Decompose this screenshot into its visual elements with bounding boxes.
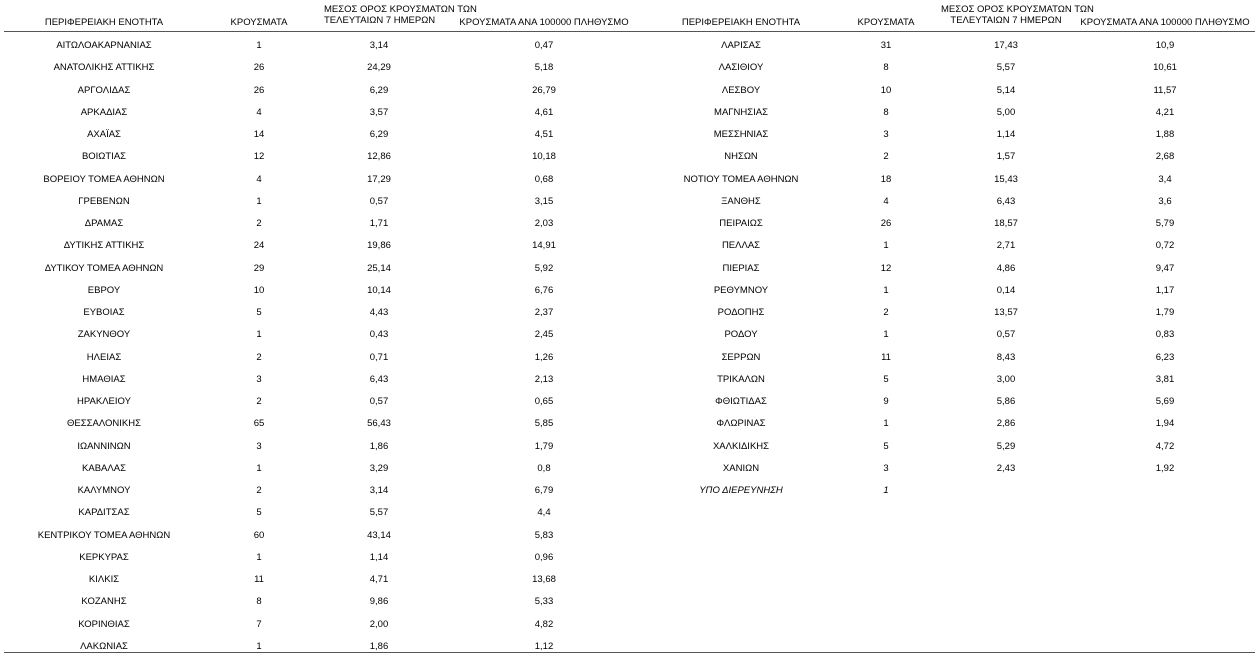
avg7-cell: 0,57	[369, 396, 389, 407]
table-row	[4, 54, 636, 76]
avg7-cell: 2,71	[996, 240, 1016, 252]
table-row	[4, 344, 636, 366]
avg7-cell: 4,71	[369, 574, 389, 585]
region-cell: ΚΕΝΤΡΙΚΟΥ ΤΟΜΕΑ ΑΘΗΝΩΝ	[37, 529, 171, 541]
per100k-cell: 1,17	[1155, 284, 1175, 296]
avg7-cell: 0,14	[996, 284, 1016, 296]
table-row	[4, 433, 636, 455]
per100k-cell: 0,83	[1155, 329, 1175, 341]
table-row	[4, 232, 636, 254]
region-cell: ΑΡΚΑΔΙΑΣ	[80, 106, 128, 118]
region-cell: ΖΑΚΥΝΘΟΥ	[77, 329, 131, 341]
table-row	[636, 477, 1255, 499]
avg7-cell: 0,57	[996, 329, 1016, 341]
avg7-cell: 1,14	[996, 129, 1016, 140]
avg7-cell: 5,57	[369, 507, 389, 519]
table-row	[4, 321, 636, 343]
cases-cell: 60	[253, 529, 265, 541]
cases-cell: 18	[880, 173, 892, 185]
avg7-cell: 3,14	[369, 40, 389, 51]
per100k-cell: 0,68	[534, 173, 554, 185]
region-cell: ΚΑΡΔΙΤΣΑΣ	[78, 507, 130, 519]
table-row	[4, 477, 636, 499]
table-row	[4, 99, 636, 121]
cases-cell: 65	[253, 418, 265, 430]
avg7-cell: 17,29	[367, 173, 391, 185]
cases-cell: 1	[256, 551, 262, 563]
cases-cell: 1	[256, 640, 262, 652]
table-left	[4, 0, 636, 652]
region-cell: ΠΕΙΡΑΙΩΣ	[719, 218, 763, 229]
cases-cell: 26	[253, 62, 265, 74]
cases-cell: 1	[883, 329, 889, 341]
region-cell: ΔΥΤΙΚΗΣ ΑΤΤΙΚΗΣ	[63, 240, 145, 252]
region-cell: ΚΑΒΑΛΑΣ	[82, 462, 126, 474]
header-7day-average-line2: ΤΕΛΕΥΤΑΙΩΝ 7 ΗΜΕΡΩΝ	[950, 14, 1062, 26]
avg7-cell: 5,00	[996, 106, 1016, 118]
region-cell: ΤΡΙΚΑΛΩΝ	[717, 373, 765, 385]
avg7-cell: 2,86	[996, 418, 1016, 430]
cases-cell: 2	[256, 396, 262, 407]
table-row	[636, 77, 1255, 99]
table-header-left	[4, 0, 636, 32]
avg7-cell: 12,86	[367, 151, 391, 163]
region-cell: ΘΕΣΣΑΛΟΝΙΚΗΣ	[67, 418, 141, 430]
cases-cell: 1	[883, 240, 889, 252]
avg7-cell: 24,29	[367, 62, 391, 74]
avg7-cell: 1,57	[996, 151, 1016, 163]
per100k-cell: 5,92	[534, 262, 554, 274]
per100k-cell: 0,65	[534, 396, 554, 407]
table-row	[4, 32, 636, 54]
avg7-cell: 17,43	[994, 40, 1018, 51]
per100k-cell: 10,18	[532, 151, 556, 163]
avg7-cell: 3,57	[369, 106, 389, 118]
table-row	[4, 588, 636, 610]
cases-cell: 1	[883, 485, 889, 496]
table-row	[636, 299, 1255, 321]
header-region: ΠΕΡΙΦΕΡΕΙΑΚΗ ΕΝΟΤΗΤΑ	[44, 17, 164, 28]
region-cell: ΧΑΝΙΩΝ	[722, 462, 760, 474]
avg7-cell: 5,86	[996, 396, 1016, 407]
avg7-cell: 3,00	[996, 373, 1016, 385]
table-row	[4, 299, 636, 321]
per100k-cell: 4,21	[1155, 106, 1175, 118]
table-row	[4, 566, 636, 588]
per100k-cell: 5,83	[534, 529, 554, 541]
cases-cell: 5	[256, 507, 262, 519]
avg7-cell: 6,43	[996, 195, 1016, 207]
region-cell: ΑΙΤΩΛΟΑΚΑΡΝΑΝΙΑΣ	[56, 40, 152, 51]
cases-cell: 12	[880, 262, 892, 274]
region-cell: ΛΕΣΒΟΥ	[721, 84, 761, 96]
cases-cell: 26	[253, 84, 265, 96]
cases-cell: 3	[256, 373, 262, 385]
avg7-cell: 43,14	[367, 529, 391, 541]
table-right	[636, 0, 1255, 496]
per100k-cell: 10,61	[1153, 62, 1177, 74]
avg7-cell: 13,57	[994, 307, 1018, 318]
cases-cell: 5	[883, 440, 889, 452]
table-row	[4, 143, 636, 165]
cases-cell: 1	[256, 40, 262, 51]
region-cell: ΗΛΕΙΑΣ	[86, 351, 122, 363]
cases-cell: 2	[883, 307, 889, 318]
cases-cell: 24	[253, 240, 265, 252]
per100k-cell: 1,26	[534, 351, 554, 363]
region-cell: ΡΟΔΟΥ	[724, 329, 758, 341]
per100k-cell: 9,47	[1155, 262, 1175, 274]
header-7day-average	[941, 4, 1094, 26]
cases-cell: 2	[256, 218, 262, 229]
per100k-cell: 4,51	[534, 129, 554, 140]
avg7-cell: 19,86	[367, 240, 391, 252]
region-cell: ΑΧΑΪΑΣ	[87, 129, 121, 140]
table-row	[4, 366, 636, 388]
cases-cell: 12	[253, 151, 265, 163]
per100k-cell: 1,12	[534, 640, 554, 652]
avg7-cell: 6,29	[369, 84, 389, 96]
cases-cell: 7	[256, 618, 262, 630]
cases-cell: 1	[883, 418, 889, 430]
per100k-cell: 10,9	[1155, 40, 1175, 51]
avg7-cell: 5,14	[996, 84, 1016, 96]
per100k-cell: 5,18	[534, 62, 554, 74]
per100k-cell: 14,91	[532, 240, 556, 252]
per100k-cell: 5,33	[534, 596, 554, 608]
avg7-cell: 15,43	[994, 173, 1018, 185]
region-cell: ΠΕΛΛΑΣ	[721, 240, 761, 252]
avg7-cell: 10,14	[367, 284, 391, 296]
avg7-cell: 1,71	[369, 218, 389, 229]
table-row	[4, 77, 636, 99]
region-cell: ΚΟΖΑΝΗΣ	[81, 596, 127, 608]
cases-cell: 5	[256, 307, 262, 318]
per100k-cell: 5,79	[1155, 218, 1175, 229]
table-row	[636, 99, 1255, 121]
cases-cell: 1	[883, 284, 889, 296]
cases-cell: 11	[254, 574, 264, 585]
per100k-cell: 0,47	[534, 40, 554, 51]
header-per-100k: ΚΡΟΥΣΜΑΤΑ ΑΝΑ 100000 ΠΛΗΘΥΣΜΟ	[459, 17, 629, 28]
table-row	[636, 188, 1255, 210]
cases-cell: 4	[256, 173, 262, 185]
table-row	[4, 210, 636, 232]
per100k-cell: 4,61	[534, 106, 554, 118]
per100k-cell: 1,94	[1155, 418, 1175, 430]
cases-cell: 3	[883, 462, 889, 474]
per100k-cell: 1,88	[1155, 129, 1175, 140]
cases-cell: 14	[253, 129, 265, 140]
per100k-cell: 2,45	[534, 329, 554, 341]
per100k-cell: 3,6	[1158, 195, 1172, 207]
avg7-cell: 0,71	[369, 351, 389, 363]
cases-cell: 2	[256, 485, 262, 496]
avg7-cell: 1,86	[369, 440, 389, 452]
avg7-cell: 1,14	[369, 551, 389, 563]
cases-cell: 1	[256, 329, 262, 341]
table-row	[636, 32, 1255, 54]
cases-cell: 3	[256, 440, 262, 452]
table-row	[636, 143, 1255, 165]
header-7day-average-line1: ΜΕΣΟΣ ΟΡΟΣ ΚΡΟΥΣΜΑΤΩΝ ΤΩΝ	[324, 4, 477, 15]
cases-cell: 8	[256, 596, 262, 608]
per100k-cell: 1,92	[1155, 462, 1175, 474]
cases-cell: 10	[880, 84, 892, 96]
header-7day-average-line1: ΜΕΣΟΣ ΟΡΟΣ ΚΡΟΥΣΜΑΤΩΝ ΤΩΝ	[941, 4, 1094, 15]
per100k-cell: 3,15	[534, 195, 554, 207]
per100k-cell: 6,79	[534, 485, 554, 496]
cases-cell: 4	[256, 106, 262, 118]
region-cell: ΗΡΑΚΛΕΙΟΥ	[77, 396, 131, 407]
per100k-cell: 0,72	[1155, 240, 1175, 252]
region-cell: ΞΑΝΘΗΣ	[721, 195, 761, 207]
cases-cell: 5	[883, 373, 889, 385]
table-row	[4, 522, 636, 544]
cases-cell: 8	[883, 106, 889, 118]
region-cell: ΕΥΒΟΙΑΣ	[83, 307, 125, 318]
region-cell: ΜΑΓΝΗΣΙΑΣ	[714, 106, 768, 118]
table-row	[636, 388, 1255, 410]
table-row	[636, 455, 1255, 477]
region-cell: ΡΕΘΥΜΝΟΥ	[713, 284, 769, 296]
table-row	[4, 499, 636, 521]
per100k-cell: 3,4	[1158, 173, 1172, 185]
per100k-cell: 26,79	[532, 84, 556, 96]
per100k-cell: 5,69	[1155, 396, 1175, 407]
header-7day-average	[324, 4, 477, 26]
region-cell: ΑΡΓΟΛΙΔΑΣ	[77, 84, 131, 96]
avg7-cell: 5,29	[996, 440, 1016, 452]
per100k-cell: 13,68	[532, 574, 556, 585]
region-cell: ΡΟΔΟΠΗΣ	[717, 307, 765, 318]
table-row	[636, 255, 1255, 277]
region-cell: ΕΒΡΟΥ	[87, 284, 121, 296]
avg7-cell: 6,43	[369, 373, 389, 385]
table-row	[4, 455, 636, 477]
table-row	[4, 277, 636, 299]
table-row	[636, 232, 1255, 254]
table-bottom-border	[4, 652, 1255, 653]
table-row	[636, 344, 1255, 366]
region-cell: ΙΩΑΝΝΙΝΩΝ	[77, 440, 131, 452]
cases-cell: 31	[880, 40, 892, 51]
region-cell: ΚΑΛΥΜΝΟΥ	[77, 485, 131, 496]
table-row	[636, 366, 1255, 388]
region-cell: ΗΜΑΘΙΑΣ	[82, 373, 126, 385]
table-row	[636, 166, 1255, 188]
region-cell: ΝΟΤΙΟΥ ΤΟΜΕΑ ΑΘΗΝΩΝ	[683, 173, 799, 185]
cases-cell: 1	[256, 462, 262, 474]
avg7-cell: 2,00	[369, 618, 389, 630]
avg7-cell: 0,57	[369, 195, 389, 207]
region-cell: ΦΛΩΡΙΝΑΣ	[716, 418, 766, 430]
per100k-cell: 0,96	[534, 551, 554, 563]
table-row	[4, 166, 636, 188]
header-cases: ΚΡΟΥΣΜΑΤΑ	[230, 17, 288, 28]
region-cell: ΓΡΕΒΕΝΩΝ	[78, 195, 130, 207]
region-cell: ΒΟΙΩΤΙΑΣ	[81, 151, 127, 163]
table-row	[4, 255, 636, 277]
avg7-cell: 4,43	[369, 307, 389, 318]
table-row	[4, 544, 636, 566]
table-row	[636, 433, 1255, 455]
region-cell: ΦΘΙΩΤΙΔΑΣ	[715, 396, 767, 407]
avg7-cell: 18,57	[994, 218, 1018, 229]
avg7-cell: 1,86	[369, 640, 389, 652]
per100k-cell: 4,82	[534, 618, 554, 630]
cases-cell: 10	[253, 284, 265, 296]
per100k-cell: 6,76	[534, 284, 554, 296]
avg7-cell: 8,43	[996, 351, 1016, 363]
table-row	[4, 121, 636, 143]
table-row	[4, 410, 636, 432]
cases-cell: 2	[256, 351, 262, 363]
avg7-cell: 25,14	[367, 262, 391, 274]
header-region: ΠΕΡΙΦΕΡΕΙΑΚΗ ΕΝΟΤΗΤΑ	[681, 17, 801, 28]
per100k-cell: 4,72	[1155, 440, 1175, 452]
per100k-cell: 0,8	[537, 462, 551, 474]
table-row	[636, 321, 1255, 343]
per100k-cell: 3,81	[1155, 373, 1175, 385]
region-cell: ΛΑΡΙΣΑΣ	[721, 40, 761, 51]
per100k-cell: 11,57	[1153, 84, 1177, 96]
avg7-cell: 6,29	[369, 129, 389, 140]
per100k-cell: 2,13	[534, 373, 554, 385]
region-cell: ΛΑΣΙΘΙΟΥ	[718, 62, 764, 74]
cases-cell: 2	[883, 151, 889, 163]
per100k-cell: 6,23	[1155, 351, 1175, 363]
cases-cell: 3	[883, 129, 889, 140]
avg7-cell: 4,86	[996, 262, 1016, 274]
cases-cell: 11	[881, 351, 891, 363]
cases-cell: 8	[883, 62, 889, 74]
header-cases: ΚΡΟΥΣΜΑΤΑ	[857, 17, 915, 28]
region-cell: ΝΗΣΩΝ	[724, 151, 758, 163]
region-cell: ΔΡΑΜΑΣ	[84, 218, 124, 229]
cases-cell: 4	[883, 195, 889, 207]
cases-cell: 1	[256, 195, 262, 207]
avg7-cell: 3,14	[369, 485, 389, 496]
avg7-cell: 0,43	[369, 329, 389, 341]
region-cell: ΠΙΕΡΙΑΣ	[722, 262, 760, 274]
avg7-cell: 2,43	[996, 462, 1016, 474]
header-per-100k: ΚΡΟΥΣΜΑΤΑ ΑΝΑ 100000 ΠΛΗΘΥΣΜΟ	[1080, 17, 1250, 28]
region-cell: ΧΑΛΚΙΔΙΚΗΣ	[712, 440, 770, 452]
cases-cell: 29	[253, 262, 265, 274]
region-cell: ΚΕΡΚΥΡΑΣ	[79, 551, 129, 563]
per100k-cell: 1,79	[1155, 307, 1175, 318]
table-row	[636, 277, 1255, 299]
region-cell: ΥΠΟ ΔΙΕΡΕΥΝΗΣΗ	[699, 485, 783, 496]
region-cell: ΑΝΑΤΟΛΙΚΗΣ ΑΤΤΙΚΗΣ	[53, 62, 155, 74]
table-header-right	[636, 0, 1255, 32]
region-cell: ΣΕΡΡΩΝ	[721, 351, 761, 363]
per100k-cell: 2,03	[534, 218, 554, 229]
table-row	[4, 188, 636, 210]
per100k-cell: 1,79	[534, 440, 554, 452]
avg7-cell: 3,29	[369, 462, 389, 474]
avg7-cell: 9,86	[369, 596, 389, 608]
table-row	[4, 611, 636, 633]
region-cell: ΚΟΡΙΝΘΙΑΣ	[78, 618, 130, 630]
region-cell: ΛΑΚΩΝΙΑΣ	[80, 640, 128, 652]
table-row	[636, 121, 1255, 143]
cases-cell: 9	[883, 396, 889, 407]
per100k-cell: 4,4	[537, 507, 551, 519]
avg7-cell: 56,43	[367, 418, 391, 430]
avg7-cell: 5,57	[996, 62, 1016, 74]
region-cell: ΔΥΤΙΚΟΥ ΤΟΜΕΑ ΑΘΗΝΩΝ	[44, 262, 164, 274]
table-row	[636, 210, 1255, 232]
table-row	[636, 54, 1255, 76]
table-row	[636, 410, 1255, 432]
region-cell: ΚΙΛΚΙΣ	[88, 574, 120, 585]
per100k-cell: 2,68	[1155, 151, 1175, 163]
cases-cell: 26	[880, 218, 892, 229]
table-row	[4, 388, 636, 410]
per100k-cell: 2,37	[534, 307, 554, 318]
region-cell: ΒΟΡΕΙΟΥ ΤΟΜΕΑ ΑΘΗΝΩΝ	[43, 173, 165, 185]
per100k-cell: 5,85	[534, 418, 554, 430]
header-7day-average-line2: ΤΕΛΕΥΤΑΙΩΝ 7 ΗΜΕΡΩΝ	[324, 14, 436, 26]
region-cell: ΜΕΣΣΗΝΙΑΣ	[713, 129, 769, 140]
